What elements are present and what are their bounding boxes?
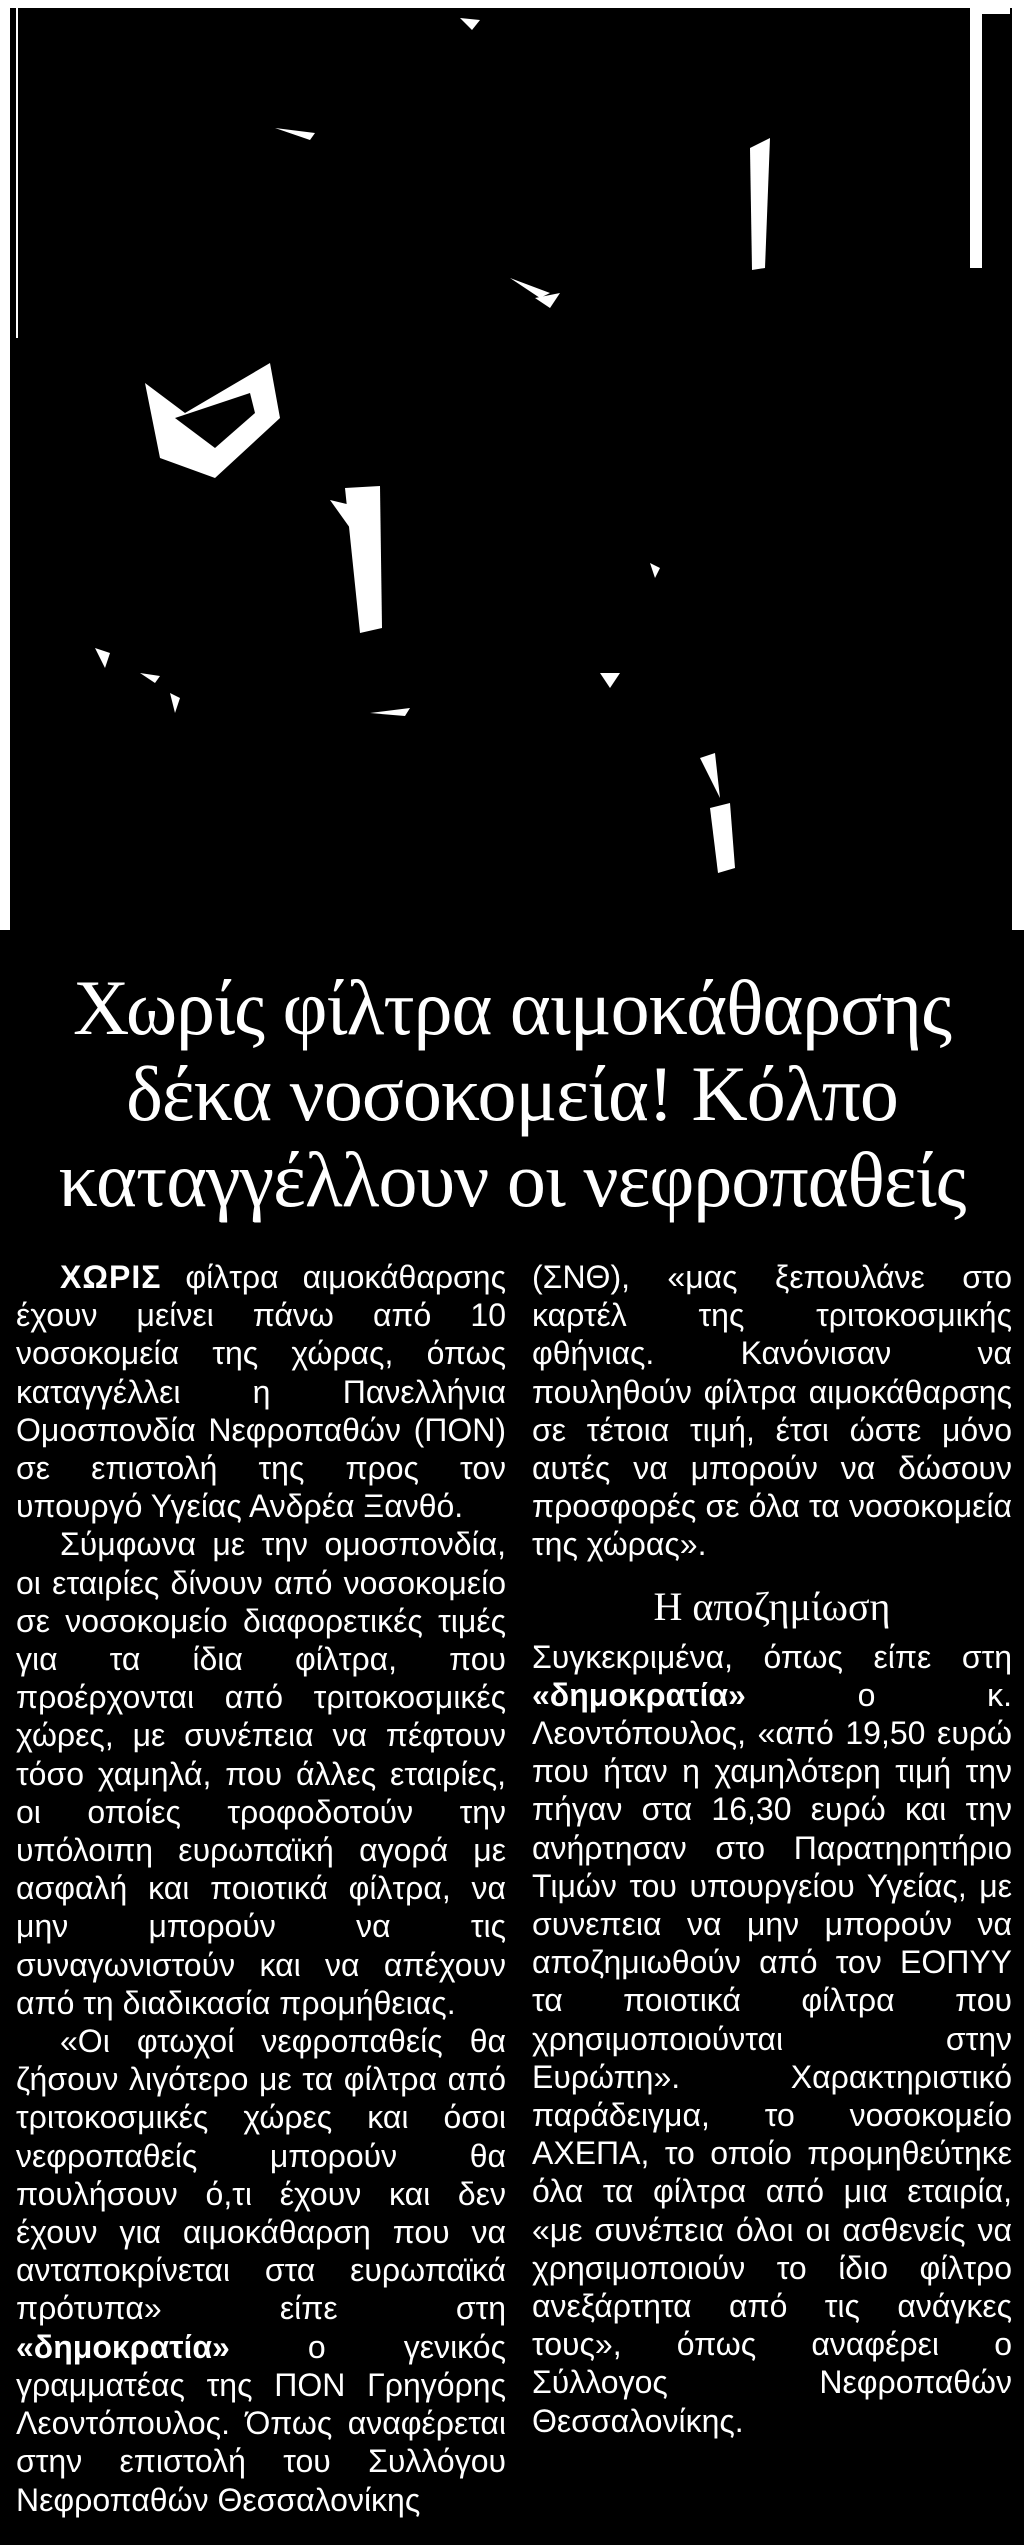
paragraph-4: Συγκεκριμένα, όπως είπε στη «δημοκρατία» ο κ. Λεοντόπουλος, «από 19,50 ευρώ που ήταν η χαμηλότερη τιμή την πήγαν στα 16,30 ευρώ και την ανήρτησαν στο Παρατηρητήριο Τιμών του υπουργείου Υγείας, με συνεπεια να μην μπορούν να αποζημιωθούν από τον ΕΟΠΥΥ τα ποιοτικά φίλτρα που χρησιμοποιούνται στην Ευρώπη». Χαρακτηριστικό παράδειγμα, το νοσοκομείο ΑΧΕΠΑ, το οποίο προμηθεύτηκε όλα τα φίλτρα από μια εταιρία, «με συνέπεια όλοι οι ασθενείς να χρησιμοποιούν το ίδιο φίλτρο ανεξάρτητα από τις ανάγκες τους», όπως αναφέρει ο Σύλλογος Νεφροπαθών Θεσσαλονίκης. bbox=[532, 1638, 1012, 2439]
paragraph-1: ΧΩΡΙΣ φίλτρα αιμοκάθαρσης έχουν μείνει πάνω από 10 νοσοκομεία της χώρας, όπως καταγγέλλει η Πανελλήνια Ομοσπονδία Νεφροπαθών (ΠΟΝ) σε επιστολή της προς τον υπουργό Υγείας Ανδρέα Ξανθό. bbox=[16, 1259, 506, 1525]
headline-line-2: δέκα νοσοκομεία! Κόλπο bbox=[126, 1050, 898, 1137]
headline-line-1: Χωρίς φίλτρα αιμοκάθαρσης bbox=[73, 964, 951, 1051]
dialysis-patient-photo bbox=[10, 8, 1012, 930]
lead-word: ΧΩΡΙΣ bbox=[60, 1259, 162, 1295]
column-right bbox=[532, 1258, 1012, 2440]
paragraph-3: «Οι φτωχοί νεφροπαθείς θα ζήσουν λιγότερο με τα φίλτρα από τριτοκοσμικές χώρες και όσοι νεφροπαθείς μπορούν θα πουλήσουν ό,τι έχουν και δεν έχουν για αιμοκάθαρση που να ανταποκρίνεται στα ευρωπαϊκά πρότυπα» είπε στη «δημοκρατία» ο γενικός γραμματέας της ΠΟΝ Γρηγόρης Λεοντόπουλος. Όπως αναφέρεται στην επιστολή του Συλλόγου Νεφροπαθών Θεσσαλονίκης bbox=[16, 2023, 506, 2518]
article-body bbox=[0, 1230, 1024, 2545]
paragraph-2: Σύμφωνα με την ομοσπονδία, οι εταιρίες δίνουν από νοσοκομείο σε νοσοκομείο διαφορετικές τιμές για τα ίδια φίλτρα, που προέρχονται από τριτοκοσμικές χώρες, με συνέπεια να πέφτουν τόσο χαμηλά, που άλλες εταιρίες, οι οποίες τροφοδοτούν την υπόλοιπη ευρωπαϊκή αγορά με ασφαλή και ποιοτικά φίλτρα, να μην μπορούν να τις συναγωνιστούν και να απέχουν από τη διαδικασία προμήθειας. bbox=[16, 1526, 506, 2021]
subheading: Η αποζημίωση bbox=[653, 1583, 891, 1629]
top-border bbox=[0, 0, 1024, 8]
article-photo bbox=[10, 8, 1012, 930]
paragraph-3-continued: (ΣΝΘ), «μας ξεπουλάνε στο καρτέλ της τριτοκοσμικής φθήνιας. Κανόνισαν να πουληθούν φίλτρα αιμοκάθαρσης σε τέτοια τιμή, έτσι ώστε μόνο αυτές να μπορούν να δώσουν προσφορές σε όλα τα νοσοκομεία της χώρας». bbox=[532, 1259, 1012, 1563]
headline bbox=[0, 930, 1024, 1230]
headline-line-3: καταγγέλλουν οι νεφροπαθείς bbox=[58, 1136, 966, 1223]
column-left bbox=[16, 1258, 506, 2519]
